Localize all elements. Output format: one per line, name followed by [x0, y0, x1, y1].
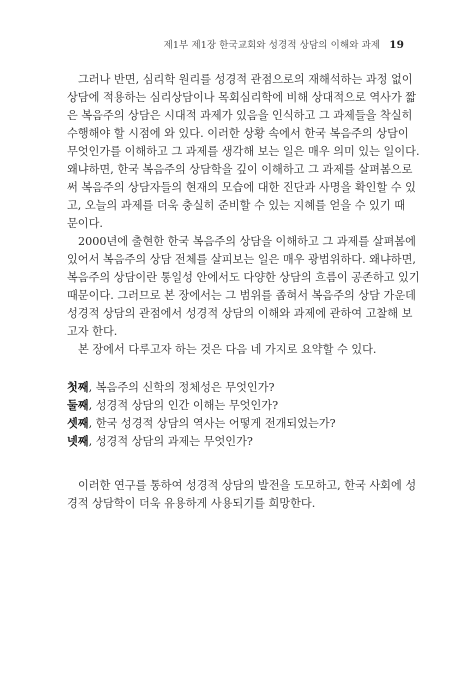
text-line: 2000년에 출현한 한국 복음주의 상담을 이해하고 그 과제를 살펴봄에	[78, 235, 416, 248]
text-line: 있어서 복음주의 상담 전체를 살피보는 일은 매우 광범위하다. 왜냐하면,	[67, 253, 416, 266]
question-ordinal: 둘째	[67, 398, 89, 412]
spacer	[67, 450, 405, 477]
question-item	[67, 396, 405, 414]
running-header	[164, 37, 404, 51]
text-line: 그러나 반면, 심리학 원리를 성경적 관점으로의 재해석하는 과정 없이	[78, 73, 413, 86]
text-line: 경적 상담학이 더욱 유용하게 사용되기를 희망한다.	[67, 497, 316, 510]
question-text: , 성경적 상담의 과제는 무엇인가?	[88, 435, 253, 448]
text-line: 고자 한다.	[67, 325, 118, 338]
question-list	[67, 378, 405, 450]
text-line: 본 장에서 다루고자 하는 것은 다음 네 가지로 요약할 수 있다.	[78, 343, 377, 356]
question-text: , 한국 성경적 상담의 역사는 어떻게 전개되었는가?	[88, 417, 336, 430]
question-item	[67, 432, 405, 450]
paragraph-1	[67, 71, 420, 233]
paragraph-3	[67, 341, 405, 359]
text-line: 문이다.	[67, 217, 103, 230]
question-ordinal: 넷째	[67, 434, 89, 448]
text-line: 복음주의 상담이란 통일성 안에서도 다양한 상담의 흐름이 공존하고 있기	[67, 271, 420, 284]
text-line: 때문이다. 그러므로 본 장에서는 그 범위를 좁혀서 복음주의 상담 가운데	[67, 289, 416, 302]
question-ordinal: 첫째	[67, 380, 89, 394]
page-number: 19	[389, 39, 404, 51]
question-item	[67, 378, 405, 396]
question-ordinal: 셋째	[67, 416, 89, 430]
spacer	[67, 359, 405, 378]
closing-paragraph	[67, 477, 417, 513]
text-line: 무엇인가를 이해하고 그 과제를 생각해 보는 일은 매우 의미 있는 일이다.	[67, 145, 420, 158]
paragraph-2	[67, 233, 420, 341]
question-text: , 성경적 상담의 인간 이해는 무엇인가?	[88, 399, 279, 412]
running-header-title: 제1부 제1장 한국교회와 성경적 상담의 이해와 과제	[163, 40, 381, 51]
text-line: 이러한 연구를 통하여 성경적 상담의 발전을 도모하고, 한국 사회에 성	[78, 479, 417, 492]
text-line: 써 복음주의 상담자들의 현재의 모습에 대한 진단과 사명을 확인할 수 있	[67, 181, 416, 194]
text-line: 수행해야 할 시점에 와 있다. 이러한 상황 속에서 한국 복음주의 상담이	[67, 127, 409, 140]
text-line: 상담에 적용하는 심리상담이나 목회심리학에 비해 상대적으로 역사가 짧	[67, 91, 417, 104]
question-item	[67, 414, 405, 432]
text-line: 왜냐하면, 한국 복음주의 상담학을 깊이 이해하고 그 과제를 살펴봄으로	[67, 163, 413, 176]
text-line: 고, 오늘의 과제를 더욱 충실히 준비할 수 있는 지혜를 얻을 수 있기 때	[67, 199, 406, 212]
text-line: 성경적 상담의 관점에서 성경적 상담의 이해와 과제에 관하여 고찰해 보	[67, 307, 413, 320]
question-text: , 복음주의 신학의 정체성은 무엇인가?	[88, 381, 275, 394]
body-text	[67, 71, 420, 513]
text-line: 은 복음주의 상담은 시대적 과제가 있음을 인식하고 그 과제들을 착실히	[67, 109, 413, 122]
